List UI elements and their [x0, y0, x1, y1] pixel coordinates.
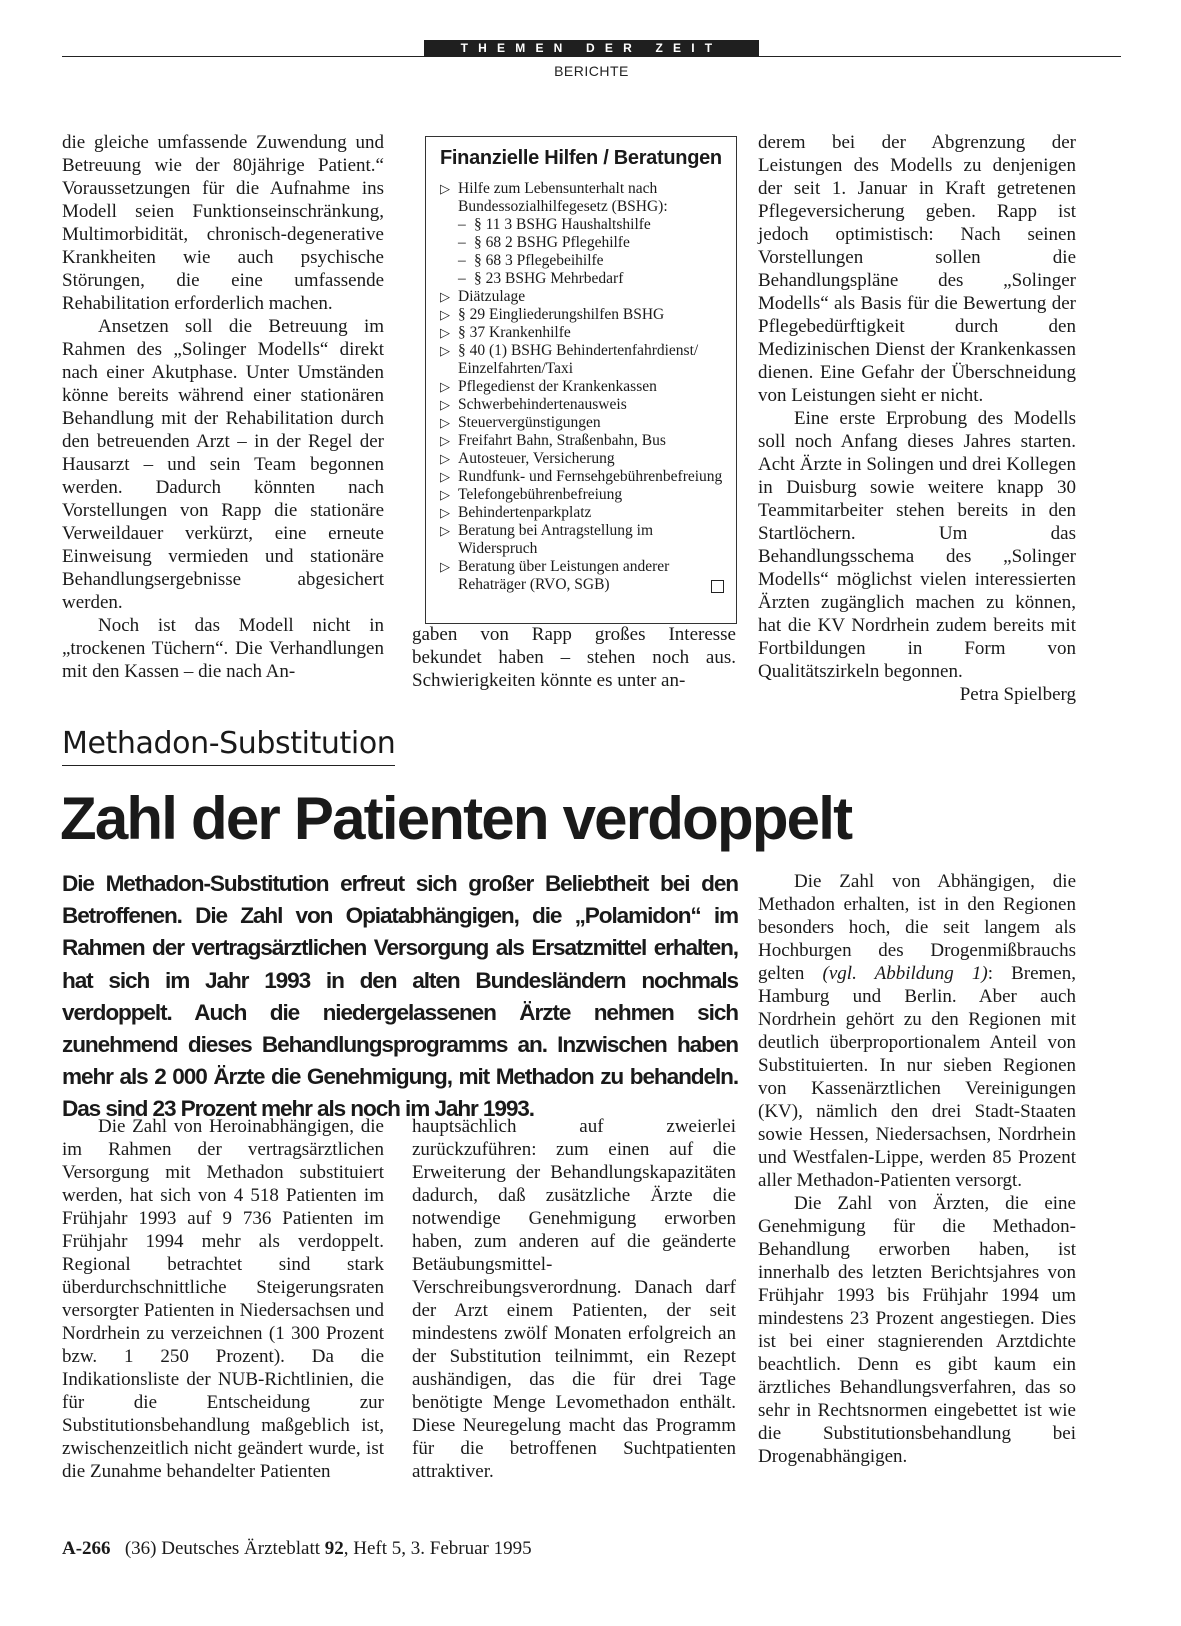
info-box-item-text: § 29 Eingliederungshilfen BSHG	[458, 306, 665, 323]
triangle-bullet-icon: ▷	[440, 325, 450, 340]
info-box-item-text: Beratung bei Antragstellung im Widerspruch	[458, 522, 654, 557]
info-box-item	[440, 432, 724, 450]
info-box-item-text: Diätzulage	[458, 288, 526, 305]
upper-column-2-tail	[412, 623, 736, 692]
triangle-bullet-icon: ▷	[440, 523, 450, 538]
paragraph: Die Zahl von Heroinabhängigen, die im Rahmen der vertragsärztlichen Versorgung mit Methadon substituiert werden, hat sich von 4 518 Patienten im Frühjahr 1993 auf 9 736 Patienten im Frühjahr 1994 mehr als verdoppelt. Regional betrachtet sind stark überdurchschnittliche Steigerungsraten versorgter Patienten in Niedersachsen und Nordrhein zu verzeichnen (1 300 Prozent bzw. 1 250 Prozent). Da die Indikationsliste der NUB-Richtlinien, die für die Entscheidung zur Substitutionsbehandlung maßgeblich ist, zwischenzeitlich nicht geändert wurde, ist die Zunahme behandelter Patienten	[62, 1116, 384, 1482]
info-box-item	[440, 270, 724, 288]
info-box-item	[440, 378, 724, 396]
article-column-1	[62, 1115, 384, 1483]
info-box-item-text: Autosteuer, Versicherung	[458, 450, 615, 467]
paragraph: Noch ist das Modell nicht in „trockenen Tüchern“. Die Verhandlungen mit den Kassen – die nach An-	[62, 615, 384, 682]
headline: Zahl der Patienten verdoppelt	[60, 785, 852, 852]
info-box-item	[440, 504, 724, 522]
footer-source: (36) Deutsches Ärzteblatt	[124, 1538, 321, 1559]
triangle-bullet-icon: ▷	[440, 559, 450, 574]
info-box-item-text: § 68 2 BSHG Pflegehilfe	[474, 234, 630, 251]
triangle-bullet-icon: ▷	[440, 415, 450, 430]
info-box-item	[440, 252, 724, 270]
figure-reference: (vgl. Abbildung 1)	[822, 963, 988, 984]
info-box-item	[440, 450, 724, 468]
info-box-item-text: Pflegedienst der Krankenkassen	[458, 378, 657, 395]
triangle-bullet-icon: ▷	[440, 397, 450, 412]
paragraph: derem bei der Abgrenzung der Leistungen des Modells zu denjenigen der seit 1. Januar in Kraft getretenen Pflegeversicherung geben. Rapp ist jedoch optimistisch: Nach seinen Vorstellungen sollen die Behandlungspläne des „Solinger Modells“ als Basis für die Bewertung der Pflegebedürftigkeit durch den Medizinischen Dienst der Krankenkassen dienen. Eine Gefahr der Überschneidung von Leistungen sieht er nicht.	[758, 132, 1076, 406]
upper-column-1	[62, 131, 384, 683]
triangle-bullet-icon: ▷	[440, 487, 450, 502]
info-box-item-text: § 37 Krankenhilfe	[458, 324, 571, 341]
info-box-item	[440, 396, 724, 414]
info-box-item-text: § 68 3 Pflegebeihilfe	[474, 252, 604, 269]
info-box-item	[440, 522, 724, 558]
dash-marker: –	[458, 252, 466, 269]
text-run: : Bremen, Hamburg und Berlin. Aber auch Nordrhein gehört zu den Regionen mit deutlich überproportionalem Anteil von Substituierten. In nur sieben Regionen von Kassenärztlichen Vereinigungen (KV), nämlich den drei Stadt-Staaten sowie Hessen, Niedersachsen, Nordrhein und Westfalen-Lippe, werden 85 Prozent aller Methadon-Patienten versorgt.	[758, 963, 1076, 1191]
page-footer	[62, 1538, 532, 1560]
triangle-bullet-icon: ▷	[440, 289, 450, 304]
info-box-item	[440, 324, 724, 342]
section-label: BERICHTE	[554, 63, 629, 79]
article-column-3	[758, 870, 1076, 1468]
info-box-list	[440, 180, 724, 594]
triangle-bullet-icon: ▷	[440, 469, 450, 484]
triangle-bullet-icon: ▷	[440, 451, 450, 466]
info-box-item	[440, 306, 724, 324]
footer-issue: , Heft 5, 3. Februar 1995	[343, 1538, 532, 1559]
triangle-bullet-icon: ▷	[440, 505, 450, 520]
info-box	[425, 136, 737, 624]
dash-marker: –	[458, 234, 466, 251]
paragraph: Eine erste Erprobung des Modells soll noch Anfang dieses Jahres starten. Acht Ärzte in Solingen und drei Kollegen in Duisburg sowie weitere knapp 30 Teammitarbeiter stehen bereits in den Startlöchern. Um das Behandlungsschema des „Solinger Modells“ möglichst vielen interessierten Ärzten zugänglich machen zu können, hat die KV Nordrhein zudem bereits mit Fortbildungen in Form von Qualitätszirkeln begonnen.	[758, 408, 1076, 682]
info-box-item-text: § 23 BSHG Mehrbedarf	[474, 270, 624, 287]
author-signature: Petra Spielberg	[959, 684, 1076, 705]
info-box-item-text: Steuervergünstigungen	[458, 414, 601, 431]
info-box-item	[440, 486, 724, 504]
info-box-item	[440, 468, 724, 486]
end-mark-icon	[711, 580, 724, 593]
info-box-item	[440, 180, 724, 216]
paragraph: hauptsächlich auf zweierlei zurückzuführen: zum einen auf die Erweiterung der Behandlungskapazitäten dadurch, daß zusätzliche Ärzte die notwendige Genehmigung erworben haben, zum anderen auf die geänderte Betäubungsmittel-Verschreibungsverordnung. Danach darf der Arzt einem Patienten, der seit mindestens zwölf Monaten erfolgreich an der Substitution teilnimmt, ein Rezept aushändigen, das die für drei Tage benötigte Menge Levomethadon enthält. Diese Neuregelung macht das Programm für die betroffenen Suchtpatienten attraktiver.	[412, 1116, 736, 1482]
triangle-bullet-icon: ▷	[440, 307, 450, 322]
info-box-item	[440, 216, 724, 234]
article-column-2	[412, 1115, 736, 1483]
upper-column-3	[758, 131, 1076, 706]
triangle-bullet-icon: ▷	[440, 181, 450, 196]
paragraph: die gleiche umfassende Zuwendung und Betreuung wie der 80jährige Patient.“ Voraussetzungen für die Aufnahme ins Modell seien Funktionseinschränkung, Multimorbidität, chronisch-degenerative Krankheiten wie auch psychische Störungen, die eine umfassende Rehabilitation erforderlich machen.	[62, 132, 384, 314]
info-box-item	[440, 342, 724, 378]
page-number: A-266	[62, 1538, 111, 1559]
paragraph: Ansetzen soll die Betreuung im Rahmen des „Solinger Modells“ direkt nach einer Akutphase. Unter Umständen könne bereits während einer stationären Behandlung mit der Rehabilitation durch den betreuenden Arzt – in der Regel der Hausarzt – und sein Team begonnen werden. Dadurch könnten nach Vorstellungen von Rapp die stationäre Verweildauer verkürzt, eine erneute Einweisung vermieden und stationäre Behandlungsergebnisse abgesichert werden.	[62, 316, 384, 613]
info-box-item	[440, 558, 724, 594]
paragraph: gaben von Rapp großes Interesse bekundet haben – stehen noch aus. Schwierigkeiten könnte es unter an-	[412, 624, 736, 691]
info-box-item-text: Schwerbehindertenausweis	[458, 396, 627, 413]
info-box-item-text: Hilfe zum Lebensunterhalt nach Bundessozialhilfegesetz (BSHG):	[458, 180, 668, 215]
rubric: Methadon-Substitution	[62, 726, 395, 766]
info-box-item-text: Freifahrt Bahn, Straßenbahn, Bus	[458, 432, 666, 449]
section-kicker: THEMEN DER ZEIT	[424, 40, 759, 57]
info-box-item-text: § 11 3 BSHG Haushaltshilfe	[474, 216, 651, 233]
info-box-item-text: Rundfunk- und Fernsehgebührenbefreiung	[458, 468, 723, 485]
lead-paragraph: Die Methadon-Substitution erfreut sich großer Beliebtheit bei den Betroffenen. Die Zahl von Opiatabhängigen, die „Polamidon“ im Rahmen der vertragsärztlichen Versorgung als Ersatzmittel erhalten, hat sich im Jahr 1993 in den alten Bundesländern nochmals verdoppelt. Auch die niedergelassenen Ärzte nehmen sich zunehmend dieses Behandlungsprogramms an. Inzwischen haben mehr als 2 000 Ärzte die Genehmigung, mit Methadon zu behandeln. Das sind 23 Prozent mehr als noch im Jahr 1993.	[62, 871, 738, 1122]
dash-marker: –	[458, 216, 466, 233]
triangle-bullet-icon: ▷	[440, 379, 450, 394]
triangle-bullet-icon: ▷	[440, 343, 450, 358]
info-box-item	[440, 414, 724, 432]
triangle-bullet-icon: ▷	[440, 433, 450, 448]
info-box-item-text: Telefongebührenbefreiung	[458, 486, 623, 503]
info-box-item-text: § 40 (1) BSHG Behindertenfahrdienst/ Einzelfahrten/Taxi	[458, 342, 699, 377]
paragraph: Die Zahl von Ärzten, die eine Genehmigung für die Methadon-Behandlung erworben haben, ist innerhalb des letzten Berichtsjahres von Frühjahr 1993 bis Frühjahr 1994 um mindestens 23 Prozent angestiegen. Dies ist bei einer stagnierenden Arztdichte beachtlich. Denn es gibt kaum ein ärztliches Behandlungsverfahren, das so sehr in Rechtsnormen eingebettet ist wie die Substitutionsbehandlung bei Drogenabhängigen.	[758, 1193, 1076, 1467]
info-box-item-text: Beratung über Leistungen anderer Rehaträger (RVO, SGB)	[458, 558, 670, 593]
info-box-title: Finanzielle Hilfen / Beratungen	[440, 147, 722, 169]
info-box-item	[440, 234, 724, 252]
info-box-item	[440, 288, 724, 306]
text-run: Die Zahl von Abhängigen, die Methadon erhalten, ist in den Regionen besonders hoch, die seit langem als Hochburgen des Drogenmißbrauchs gelten	[758, 871, 1076, 984]
dash-marker: –	[458, 270, 466, 287]
footer-volume: 92	[324, 1538, 344, 1559]
paragraph	[758, 870, 1076, 1192]
info-box-item-text: Behindertenparkplatz	[458, 504, 592, 521]
